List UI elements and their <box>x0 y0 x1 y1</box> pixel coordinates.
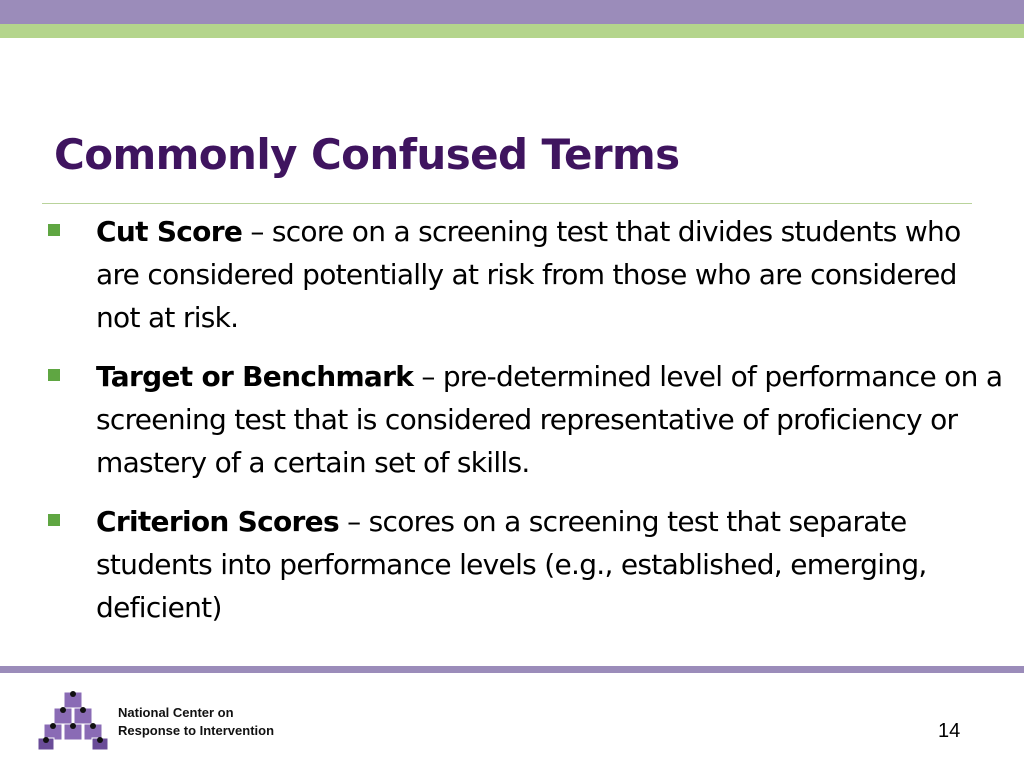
cube-stack-logo-icon <box>38 688 108 752</box>
square-bullet-icon <box>48 514 60 526</box>
org-name-line1: National Center on <box>118 705 234 720</box>
footer-purple-band <box>0 666 1024 673</box>
bullet-separator: – <box>242 215 272 248</box>
slide-title: Commonly Confused Terms <box>54 130 680 179</box>
bullet-item-cut-score <box>44 210 1004 339</box>
org-name <box>118 704 274 740</box>
bullet-separator: – <box>413 360 443 393</box>
bullet-term: Target or Benchmark <box>96 360 414 393</box>
square-bullet-icon <box>48 224 60 236</box>
bullet-list <box>44 210 1004 645</box>
bullet-definition: score on a screening test that divides students who are considered potentially at risk from those who are considered not at risk. <box>96 215 961 334</box>
bullet-item-target-benchmark <box>44 355 1004 484</box>
title-divider <box>42 203 972 204</box>
org-name-line2: Response to Intervention <box>118 723 275 738</box>
square-bullet-icon <box>48 369 60 381</box>
header-purple-band <box>0 0 1024 24</box>
header-green-band <box>0 24 1024 38</box>
bullet-definition: pre-determined level of performance on a screening test that is considered representative of proficiency or mastery of a certain set of skills. <box>96 360 1003 479</box>
bullet-item-criterion-scores <box>44 500 1004 629</box>
bullet-separator: – <box>338 505 369 538</box>
bullet-term: Criterion Scores <box>96 505 339 538</box>
bullet-definition: scores on a screening test that separate students into performance levels (e.g., established, emerging, deficient) <box>96 505 927 624</box>
page-number: 14 <box>938 720 961 742</box>
bullet-term: Cut Score <box>96 215 243 248</box>
